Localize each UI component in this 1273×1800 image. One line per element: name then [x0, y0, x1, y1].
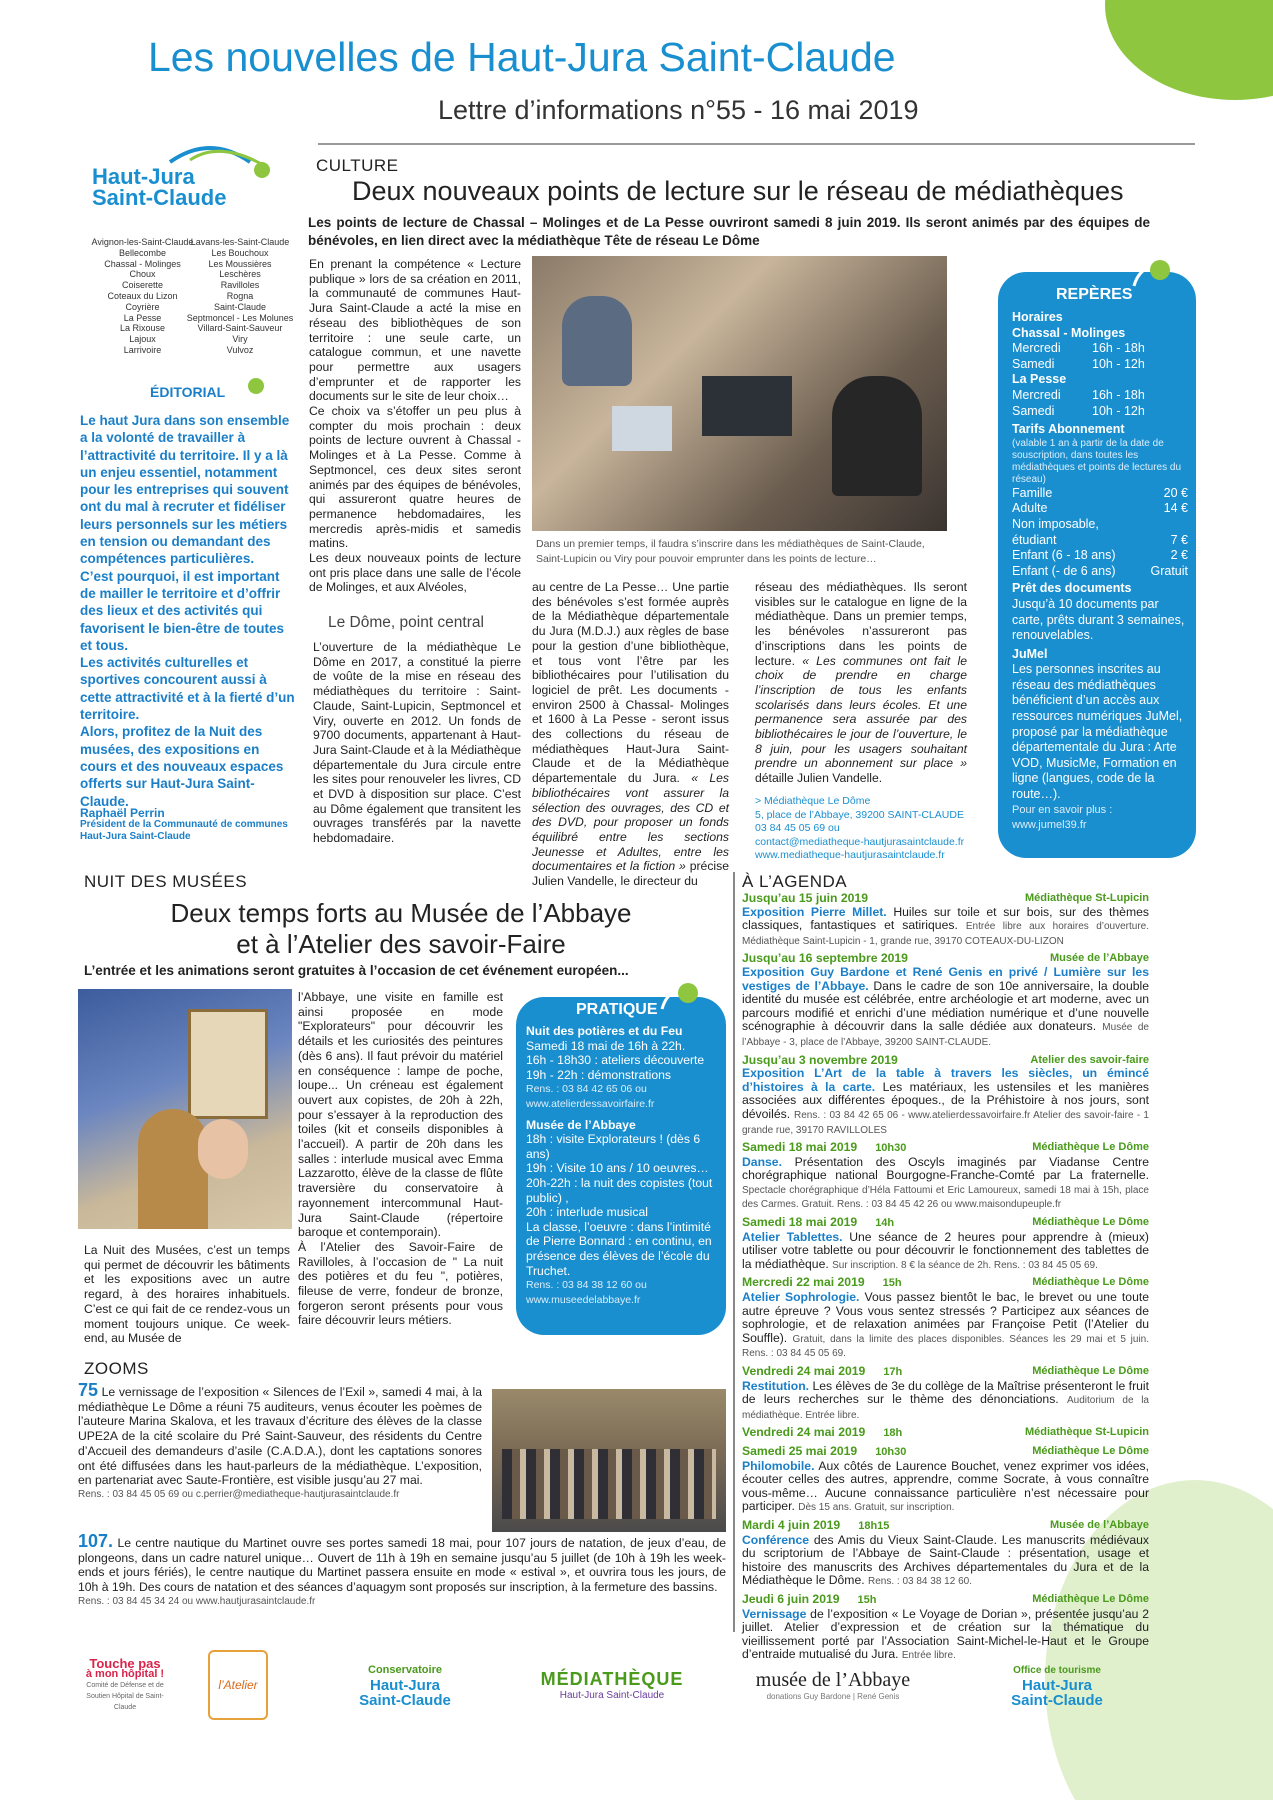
- agenda-date: Jusqu’au 3 novembre 2019: [742, 1053, 898, 1067]
- hjsc-logo: [90, 140, 290, 210]
- mediatheque-logo-line2: Haut-Jura Saint-Claude: [559, 1690, 665, 1701]
- communes-list-left: [90, 237, 195, 356]
- pratique-line: 20h-22h : la nuit des copistes (tout public) ,: [526, 1175, 713, 1205]
- reperes-pret: Prêt des documents: [1012, 581, 1132, 596]
- reperes-jumel: JuMel: [1012, 646, 1048, 661]
- agenda-note: Rens. : 03 84 42 65 06 - www.atelierdessavoirfaire.fr Atelier des savoir-faire - 1 grande rue, 39170 RAVILLOLES: [742, 1109, 1149, 1136]
- agenda-item-header: [742, 1519, 1149, 1534]
- hours-day: Mercredi: [1012, 341, 1061, 356]
- musees-section-label: NUIT DES MUSÉES: [84, 872, 248, 891]
- commune-name: Coyrière: [125, 301, 160, 312]
- agenda-item: [742, 1141, 1149, 1212]
- contact-line: 5, place de l’Abbaye, 39200 SAINT-CLAUDE: [755, 808, 964, 821]
- agenda-time: 18h: [883, 1427, 903, 1440]
- price-row: [1012, 501, 1188, 517]
- agenda-text: Aux côtés de Laurence Bouchet, venez exprimer vos idées, écouter celles des autres, apprendre, comme Socrate, à vous connaître vous-même… Aucune connaissance particulière n’est nécessaire pour participer.: [742, 1458, 1149, 1514]
- agenda-text: Les élèves de 3e du collège de la Maîtrise présenteront le fruit de leurs recherches sur le thème des dénonciations.: [742, 1378, 1150, 1407]
- reperes-pret-text: Jusqu’à 10 documents par carte, prêts durant 3 semaines, renouvelables.: [1012, 596, 1185, 643]
- agenda-divider: [733, 872, 735, 1632]
- conservatoire-line1: Conservatoire: [368, 1663, 442, 1676]
- agenda-place: Médiathèque Le Dôme: [1032, 1141, 1149, 1154]
- agenda-title: Danse.: [742, 1154, 782, 1169]
- office-line3: Saint-Claude: [1011, 1691, 1103, 1709]
- culture-col3-text: réseau des médiathèques. Ils seront visibles sur le catalogue en ligne de la médiathèque. Dans un premier temps, les bénévoles n’assureront pas d’inscriptions dans les points de lecture.: [755, 580, 967, 668]
- zoom-text-107: Le centre nautique du Martinet ouvre ses portes samedi 18 mai, pour 107 jours de natation, de jeux d’eau, de plongeons, dans un cadre naturel unique… Ouvert de 11h à 19h en semaine jusqu’au 5 juillet (de 10h à 19h les week-ends et jours fériés), le centre nautique du Martinet passera ensuite en mode « estival », et ouvrira tous les jours, de 10h à 19h. Des cours de natation et des séances d’aquagym sont proposés sur inscription, à la fermeture des bassins.: [78, 1536, 727, 1595]
- office-line2: Haut-Jura: [1021, 1676, 1092, 1694]
- reperes-site2: La Pesse: [1012, 372, 1067, 387]
- agenda-note: Dès 15 ans. Gratuit, sur inscription.: [798, 1502, 955, 1514]
- agenda-item-header: [742, 1276, 1149, 1291]
- agenda-text: Présentation des Oscyls imaginés par Viadanse Centre chorégraphique national Bourgogne-Franche-Comté par La fraternelle.: [742, 1154, 1149, 1183]
- hours-row: [1012, 341, 1188, 357]
- green-dot-icon: [248, 378, 264, 394]
- hours-time: 10h - 12h: [1092, 403, 1145, 418]
- agenda-place: Médiathèque Le Dôme: [1032, 1216, 1149, 1229]
- agenda-item-header: [742, 1593, 1149, 1608]
- agenda-title: Exposition Pierre Millet.: [742, 904, 887, 919]
- pratique-title: PRATIQUE: [576, 1001, 658, 1018]
- agenda-section-label: À L’AGENDA: [742, 872, 848, 891]
- agenda-date: Vendredi 24 mai 2019: [742, 1365, 866, 1378]
- agenda-item-header: [742, 1445, 1149, 1460]
- jumel-link[interactable]: www.jumel39.fr: [1012, 819, 1087, 832]
- price-value: 2 €: [1170, 548, 1188, 563]
- editorial-role: Président de la Communauté de communes Haut-Jura Saint-Claude: [80, 819, 288, 842]
- culture-col3-quote: « Les communes ont fait le choix de prendre en charge l’inscription de tous les enfants scolarisés dans leurs écoles. Et une permanence sera assurée par des bibliothécaires le jour de l’ouverture, le 8 juin, pour les usagers souhaitant prendre un abonnement sur place »: [755, 653, 967, 771]
- agenda-time: 14h: [875, 1217, 895, 1230]
- communes-list-right: [185, 237, 295, 356]
- agenda-place: Médiathèque Le Dôme: [1032, 1444, 1149, 1457]
- museum-photo: [78, 989, 292, 1229]
- agenda-body: [742, 966, 1149, 1050]
- agenda-text: des Amis du Vieux Saint-Claude. Les manuscrits médiévaux du scriptorium de l’Abbaye de Saint-Claude : présentation, usage et histoire des manuscrits des Archives départementales du Jura et de la Médiathèque le Dôme.: [742, 1532, 1149, 1588]
- price-value: 7 €: [1170, 532, 1188, 547]
- pratique-line: 20h : interlude musical: [526, 1205, 648, 1220]
- agenda-date: Samedi 18 mai 2019: [742, 1141, 858, 1155]
- agenda-date: Vendredi 24 mai 2019: [742, 1426, 866, 1440]
- culture-col1-p3: Les deux nouveaux points de lecture ont pris place dans une salle de l’école de Molinges, et aux Alvéoles,: [309, 551, 521, 595]
- agenda-item: [742, 952, 1149, 1049]
- culture-headline: Deux nouveaux points de lecture sur le réseau de médiathèques: [352, 176, 1124, 206]
- reperes-box: [998, 272, 1196, 858]
- zoom-number-75: 75: [78, 1380, 99, 1400]
- agenda-place: Médiathèque St-Lupicin: [1024, 892, 1149, 904]
- agenda-note: Musée de l’Abbaye - 3, place de l’Abbaye, 39200 SAINT-CLAUDE.: [742, 1022, 1149, 1048]
- agenda-title: Exposition L’Art de la table à travers les siècles, un émincé d’histoires à la carte.: [742, 1066, 1149, 1094]
- agenda-item: [742, 1054, 1149, 1138]
- agenda-place: Atelier des savoir-faire: [1030, 1053, 1149, 1066]
- pratique-box: [516, 997, 726, 1335]
- musee-abbaye-logo: [748, 1640, 918, 1730]
- commune-name: La Rixouse: [119, 323, 166, 334]
- agenda-title: Vernissage: [742, 1606, 807, 1621]
- agenda-body: [742, 1534, 1149, 1589]
- reperes-hours-site2: [1012, 388, 1188, 419]
- editorial-text: [80, 412, 295, 810]
- header-divider: [318, 143, 1195, 145]
- pratique-list-2: [526, 1132, 718, 1278]
- contact-line[interactable]: www.mediatheque-hautjurasaintclaude.fr: [755, 849, 945, 861]
- newsletter-subtitle: Lettre d’informations n°55 - 16 mai 2019: [438, 95, 919, 125]
- culture-col3-end: détaille Julien Vandelle.: [755, 771, 883, 786]
- agenda-title: Philomobile.: [742, 1458, 815, 1473]
- agenda-place: Médiathèque St-Lupicin: [1024, 1426, 1149, 1439]
- editorial-signature: Raphaël Perrin: [80, 806, 165, 820]
- commune-name: Villard-Saint-Sauveur: [197, 323, 283, 334]
- agenda-note: Rens. : 03 84 38 12 60.: [868, 1576, 972, 1588]
- logo-line1: Haut-Jura: [92, 164, 195, 189]
- agenda-time: 18h15: [858, 1519, 890, 1532]
- agenda-body: [742, 906, 1149, 949]
- editorial-p1: Le haut Jura dans son ensemble a la volonté de travailler à l’attractivité du territoire. Il y a là un enjeu essentiel, notamment pour les entreprises qui souvent ont du mal à recruter et fidéliser leurs personnels sur les métiers en tension ou demandant des compétences particulières.: [80, 413, 290, 567]
- green-dot-icon: [1130, 260, 1170, 296]
- hours-time: 10h - 12h: [1092, 356, 1145, 371]
- commune-name: Leschères: [219, 269, 261, 280]
- touche-pas-line1: Touche pas: [89, 1655, 161, 1671]
- price-row: [1012, 486, 1188, 502]
- decorative-green-shape: [1105, 0, 1273, 100]
- contact-line: > Médiathèque Le Dôme: [755, 795, 871, 807]
- commune-name: Les Bouchoux: [211, 247, 269, 258]
- agenda-title: Restitution.: [742, 1378, 810, 1393]
- reperes-title: REPÈRES: [1056, 286, 1133, 303]
- agenda-text: Huiles sur toile et sur bois, sur des thèmes classiques, fantastiques et satiriques.: [742, 904, 1149, 933]
- mediatheque-contact: [755, 795, 985, 863]
- musees-headline-line1: Deux temps forts au Musée de l’Abbaye: [170, 898, 632, 928]
- library-photo: [532, 256, 947, 531]
- pratique-heading-1: Nuit des potières et du Feu: [526, 1024, 683, 1038]
- agenda-item-header: [742, 1426, 1149, 1441]
- office-tourisme-logo: [982, 1640, 1132, 1730]
- agenda-date: Samedi 18 mai 2019: [742, 1216, 858, 1230]
- agenda-time: 15h: [857, 1593, 877, 1606]
- conservatoire-logo: [335, 1640, 475, 1730]
- price-label: Famille: [1012, 485, 1053, 500]
- agenda-title: Conférence: [742, 1532, 810, 1547]
- agenda-text: de l’exposition « Le Voyage de Dorian », présentée jusqu’au 2 juillet. Atelier d’expression et de création sur la thématique du vieillissement porté par l’Association Saint-Michel-le-Haut et le Groupe d’entraide mutualisé du Jura.: [742, 1606, 1149, 1662]
- touche-pas-logo: [80, 1640, 170, 1730]
- hours-time: 16h - 18h: [1092, 341, 1145, 356]
- zoom-item-107: [78, 1531, 727, 1610]
- agenda-item-header: [742, 1054, 1149, 1068]
- commune-name: Choux: [129, 269, 156, 280]
- commune-name: Rogna: [226, 290, 254, 301]
- agenda-note: Entrée libre aux horaires d’ouverture. Médiathèque Saint-Lupicin - 1, grande rue, 39170 COTEAUX-DU-LIZON: [742, 921, 1149, 947]
- agenda-note: Gratuit, dans la limite des places disponibles. Séances les 29 mai et 5 juin. Rens. : 03 84 45 05 69.: [742, 1333, 1150, 1360]
- culture-col2-end: précise Julien Vandelle, le directeur du: [532, 859, 730, 889]
- pratique-line: 18h : visite Explorateurs ! (dès 6 ans): [526, 1132, 701, 1161]
- zoom-rens-107: Rens. : 03 84 45 34 24 ou www.hautjurasaintclaude.fr: [78, 1595, 316, 1607]
- commune-name: Avignon-les-Saint-Claude: [91, 237, 194, 247]
- mediatheque-logo: [522, 1640, 702, 1730]
- commune-name: Ravilloles: [220, 280, 260, 291]
- agenda-item-header: [742, 952, 1149, 966]
- culture-lead: Les points de lecture de Chassal – Molinges et de La Pesse ouvriront samedi 8 juin 2019. Ils seront animés par des équipes de bénévoles, en lien direct avec la médiathèque Tête de réseau Le Dôme: [308, 215, 1150, 248]
- culture-column-1-continued: L’ouverture de la médiathèque Le Dôme en 2017, a constitué la pierre de voûte de la mise en réseau des médiathèques du territoire : Saint-Claude, Saint-Lupicin, Septmoncel et Viry, ouverte en 2012. Un fonds de 9700 documents, appartenant à Haut-Jura Saint-Claude et à la Médiathèque départementale du Jura circule entre les sites pour renouveler les livres, CD et DVD à disposition sur place. C’est au Dôme également que transitent les ouvrages transférés par la navette hebdomadaire.: [313, 640, 521, 846]
- agenda-date: Mardi 4 juin 2019: [742, 1518, 841, 1532]
- musees-column-1: La Nuit des Musées, c’est un temps qui permet de découvrir les bâtiments et les expositions avec un autre regard, à des horaires inhabituels. C’est ce qui fait de ce rendez-vous un moment toujours unique. Ce week-end, au Musée de: [84, 1243, 290, 1346]
- pratique-heading-2: Musée de l’Abbaye: [526, 1117, 636, 1132]
- culture-col1-p1: En prenant la compétence « Lecture publique » lors de sa création en 2011, la communauté de communes Haut-Jura Saint-Claude a acté la mise en réseau des bibliothèques de son territoire : une seule carte, un catalogue commun, et une navette pour permettre aux usagers d’emprunter et de rapporter les documents sur le site de leur choix…: [309, 257, 521, 404]
- commune-name: Coteaux du Lizon: [107, 290, 178, 301]
- mediatheque-logo-line1: MÉDIATHÈQUE: [540, 1669, 684, 1689]
- commune-name: Coiserette: [121, 280, 164, 291]
- commune-name: La Pesse: [123, 312, 162, 323]
- price-label: Non imposable, étudiant: [1012, 516, 1099, 547]
- commune-name: Vulvoz: [226, 344, 254, 355]
- agenda-place: Musée de l’Abbaye: [1049, 1518, 1149, 1531]
- conservatoire-line2: Haut-Jura: [369, 1676, 440, 1694]
- pratique-line: 19h - 22h : démonstrations: [526, 1067, 671, 1082]
- atelier-link[interactable]: www.atelierdessavoirfaire.fr: [526, 1097, 655, 1110]
- hours-row: [1012, 388, 1188, 404]
- agenda-body: [742, 1380, 1149, 1423]
- reperes-hours-site1: [1012, 341, 1188, 372]
- agenda-item-header: [742, 1216, 1149, 1231]
- agenda-date: Jusqu’au 15 juin 2019: [742, 892, 868, 905]
- touche-pas-line3: Comité de Défense et de Soutien Hôpital de Saint-Claude: [86, 1681, 164, 1711]
- culture-col2-text: au centre de La Pesse… Une partie des bénévoles s’est formée auprès de la Médiathèque départementale du Jura (M.D.J.) aux règles de base pour la gestion d’une bibliothèque, et tous vont l’être par les bibliothécaires pour l’utilisation du logiciel de prêt. Les documents - environ 2500 à Chassal- Molinges et 1600 à La Pesse - seront issus des collections du réseau de médiathèques Haut-Jura Saint-Claude et de la Médiathèque départementale du Jura.: [532, 580, 729, 786]
- musees-headline-line2: et à l’Atelier des savoir-Faire: [236, 929, 566, 959]
- zoom-number-107: 107.: [78, 1531, 114, 1551]
- pratique-line: Samedi 18 mai de 16h à 22h.: [526, 1038, 686, 1053]
- pratique-rens-2: Rens. : 03 84 38 12 60 ou: [526, 1279, 647, 1292]
- reperes-content: [1012, 310, 1188, 834]
- agenda-item: [742, 1426, 1149, 1441]
- pratique-list-1: [526, 1039, 718, 1083]
- pratique-rens-1: Rens. : 03 84 42 65 06 ou: [526, 1083, 647, 1096]
- pratique-line: 19h : Visite 10 ans / 10 oeuvres…: [526, 1161, 709, 1176]
- commune-name: Viry: [232, 334, 248, 345]
- agenda-note: Sur inscription. 8 € la séance de 2h. Rens. : 03 84 45 05 69.: [832, 1259, 1098, 1271]
- price-row: [1012, 564, 1188, 580]
- musees-col2-p2: À l’Atelier des Savoir-Faire de Ravilloles, à l’occasion de " La nuit des potières et du feu ", potières, fileuse de verre, fondeur de bronze, forgeron seront présents pour vous faire découvrir leurs métiers.: [298, 1239, 503, 1328]
- agenda-body: [742, 1460, 1149, 1515]
- culture-col2-quote: « Les bibliothécaires vont assurer la sélection des ouvrages, des CD et des DVD, pour proposer un fonds équilibré entre les sections Jeunesse et Adultes, entre les documentaires et la fiction »: [532, 771, 729, 874]
- agenda-date: Jeudi 6 juin 2019: [742, 1592, 840, 1606]
- agenda-item: [742, 892, 1149, 948]
- green-dot-icon: [658, 983, 698, 1019]
- hours-row: [1012, 404, 1188, 420]
- hours-day: Mercredi: [1012, 387, 1061, 402]
- commune-name: Chassal - Molinges: [104, 258, 181, 269]
- vernissage-photo: [492, 1389, 726, 1532]
- culture-column-3: [755, 580, 967, 786]
- agenda-place: Médiathèque Le Dôme: [1032, 1276, 1149, 1289]
- commune-name: Lavans-les-Saint-Claude: [190, 237, 290, 247]
- zoom-text-75: Le vernissage de l’exposition « Silences de l’Exil », samedi 4 mai, à la médiathèque Le Dôme a réuni 75 auditeurs, venus écouter les poèmes de l’auteure Marina Skalova, et les travaux d’écriture des élèves de la classe UPE2A de la cité scolaire du Pré Saint-Sauveur, des résidents du Centre d’Accueil des demandeurs d’asile (C.A.D.A.), dont les captations sonores ont été diffusées dans les haut-parleurs de la médiathèque. L’exposition, en partenariat avec Saute-Frontière, est visible jusqu’au 27 mai.: [78, 1385, 482, 1488]
- agenda-text: Les matériaux, les ustensiles et les manières associées aux différentes époques., de la Préhistoire à nos jours, sont dévoilés.: [742, 1079, 1149, 1121]
- newsletter-title: Les nouvelles de Haut-Jura Saint-Claude: [148, 34, 896, 80]
- reperes-tarifs-note: (valable 1 an à partir de la date de souscription, dans toutes les médiathèques et points de lectures du réseau): [1012, 437, 1181, 485]
- zooms-section-label: ZOOMS: [84, 1359, 149, 1378]
- logo-line2: Saint-Claude: [92, 185, 227, 210]
- pratique-content: [526, 1024, 718, 1307]
- agenda-time: 15h: [882, 1277, 902, 1290]
- commune-name: Larrivoire: [123, 344, 162, 355]
- price-row: [1012, 548, 1188, 564]
- price-value: 20 €: [1163, 485, 1188, 500]
- agenda-date: Jusqu’au 16 septembre 2019: [742, 952, 908, 966]
- hours-time: 16h - 18h: [1092, 387, 1145, 402]
- agenda-place: Médiathèque Le Dôme: [1032, 1365, 1149, 1377]
- price-label: Enfant (6 - 18 ans): [1012, 548, 1116, 563]
- culture-column-2: [532, 580, 729, 889]
- price-label: Enfant (- de 6 ans): [1012, 563, 1116, 578]
- agenda-item: [742, 1519, 1149, 1589]
- commune-name: Lajoux: [129, 334, 156, 345]
- touche-pas-line2: à mon hôpital !: [85, 1667, 165, 1680]
- agenda-item-header: [742, 892, 1149, 906]
- hours-day: Samedi: [1012, 403, 1055, 418]
- agenda-item-header: [742, 1141, 1149, 1156]
- culture-subhead: Le Dôme, point central: [328, 614, 484, 631]
- musee-link[interactable]: www.museedelabbaye.fr: [526, 1293, 641, 1306]
- musees-col2-p1: l’Abbaye, une visite en famille est ainsi proposée en mode "Explorateurs" pour découvrir les détails et les curiosités des peintures (dès 6 ans). Il faut prévoir du matériel en conséquence : lampe de poche, loupe... Un créneau est également ouvert aux copistes, de 20h à 22h, pour s’essayer à la reproduction des toiles (kit et conseils disponibles à l’accueil). A partir de 20h dans les salles : interlude musical avec Emma Lazzarotto, élève de la classe de flûte traversière du conservatoire à rayonnement intercommunal Haut-Jura Saint-Claude (répertoire baroque et contemporain).: [298, 990, 503, 1240]
- price-value: 14 €: [1163, 501, 1188, 516]
- agenda-text: Dans le cadre de son 10e anniversaire, la double identité du musée est célébrée, entre archéologie et art moderne, avec un parcours modifié et enrichi d’une médiation numérique et d’une nouvelle scénographie à découvrir dans la salle dédiée aux donateurs.: [742, 978, 1149, 1034]
- culture-col1-p2: Ce choix va s’étoffer un peu plus à compter du mois prochain : deux points de lecture ouvrent à Chassal - Molinges et à La Pesse. Comme à Septmoncel, ces deux sites seront animés par des équipes de bénévoles, qui assureront quatre heures de permanence hebdomadaires, les mercredis après-midis et samedis matins.: [309, 404, 521, 551]
- editorial-p3: Les activités culturelles et sportives concourent aussi à cette attractivité et à la fierté d’un territoire.: [80, 655, 295, 723]
- commune-name: Saint-Claude: [213, 301, 267, 312]
- agenda-title: Exposition Guy Bardone et René Genis en privé / Lumière sur les vestiges de l’Abbaye.: [742, 964, 1149, 993]
- agenda-note: Entrée libre.: [901, 1650, 956, 1662]
- agenda-list: [742, 892, 1149, 1667]
- reperes-prices: [1012, 486, 1188, 580]
- hours-day: Samedi: [1012, 356, 1055, 371]
- office-line1: Office de tourisme: [1013, 1664, 1101, 1676]
- culture-column-1: [309, 257, 521, 595]
- musees-lead: L’entrée et les animations seront gratuites à l’occasion de cet événement européen...: [84, 963, 629, 978]
- photo-caption: Dans un premier temps, il faudra s’inscrire dans les médiathèques de Saint-Claude, Saint-Lupicin ou Viry pour pouvoir emprunter dans les points de lecture…: [536, 538, 925, 565]
- musees-headline: [86, 898, 716, 960]
- reperes-tarifs: Tarifs Abonnement: [1012, 422, 1125, 437]
- reperes-site1: Chassal - Molinges: [1012, 325, 1126, 340]
- musee-logo-line1: musée de l’Abbaye: [755, 1669, 911, 1691]
- culture-section-label: CULTURE: [316, 156, 399, 175]
- hours-row: [1012, 357, 1188, 373]
- price-value: Gratuit: [1150, 563, 1188, 578]
- agenda-time: 17h: [883, 1366, 903, 1378]
- agenda-item: [742, 1216, 1149, 1272]
- zoom-item-75: [78, 1380, 482, 1503]
- editorial-p2: C’est pourquoi, il est important de mailler le territoire et d’offrir des lieux et des activités qui favorisent le bien-être de toutes et tous.: [80, 568, 285, 653]
- agenda-text: Une séance de 2 heures pour apprendre à (mieux) utiliser votre tablette ou pour découvrir le fonctionnement des tablettes de la médiathèque.: [742, 1229, 1149, 1271]
- agenda-body: [742, 1291, 1149, 1361]
- agenda-body: [742, 1156, 1149, 1212]
- agenda-note: Spectacle chorégraphique d’Héla Fattoumi et Eric Lamoureux, samedi 18 mai à 15h, place des Carmes. Gratuit. Rens. : 03 84 45 42 26 ou www.maisondupeuple.fr: [742, 1184, 1149, 1211]
- agenda-place: Musée de l’Abbaye: [1049, 952, 1149, 965]
- agenda-title: Atelier Tablettes.: [742, 1229, 843, 1244]
- contact-line[interactable]: contact@mediatheque-hautjurasaintclaude.fr: [755, 835, 965, 848]
- commune-name: Bellecombe: [118, 247, 167, 258]
- agenda-date: Mercredi 22 mai 2019: [742, 1276, 865, 1290]
- agenda-title: Atelier Sophrologie.: [742, 1290, 860, 1305]
- commune-name: Les Moussières: [208, 258, 272, 269]
- reperes-savoir: Pour en savoir plus :: [1012, 803, 1113, 816]
- pratique-line: 16h - 18h30 : ateliers découverte: [526, 1053, 705, 1068]
- zoom-rens-75: Rens. : 03 84 45 05 69 ou c.perrier@mediatheque-hautjurasaintclaude.fr: [78, 1488, 400, 1500]
- agenda-body: [742, 1231, 1149, 1273]
- agenda-place: Médiathèque Le Dôme: [1032, 1592, 1149, 1605]
- agenda-time: 10h30: [875, 1142, 907, 1155]
- contact-line: 03 84 45 05 69 ou: [755, 822, 840, 834]
- commune-name: Septmoncel - Les Molunes: [186, 312, 294, 323]
- atelier-logo: l’Atelier: [208, 1650, 268, 1720]
- reperes-jumel-text: Les personnes inscrites au réseau des médiathèques bénéficient d’un accès aux ressources numériques JuMel, proposé par la médiathèque départementale du Jura : Arte VOD, MusicMe, Formation en ligne (langues, code de la route…).: [1012, 662, 1183, 802]
- musees-column-2: [298, 990, 503, 1328]
- agenda-item: [742, 1276, 1149, 1361]
- agenda-item: [742, 1365, 1149, 1422]
- editorial-heading: ÉDITORIAL: [150, 384, 226, 400]
- agenda-note: Auditorium de la médiathèque. Entrée libre.: [742, 1395, 1149, 1421]
- musee-logo-line2: donations Guy Bardone | René Genis: [766, 1692, 900, 1701]
- editorial-p4: Alors, profitez de la Nuit des musées, des expositions en cours et des nouveaux espaces offerts sur Haut-Jura Saint-Claude.: [80, 724, 284, 809]
- pratique-line: La classe, l’oeuvre : dans l’intimité de Pierre Bonnard : en continu, en présence des élèves de l’école du Truchet.: [526, 1219, 712, 1278]
- price-row: [1012, 517, 1188, 548]
- agenda-item-header: [742, 1365, 1149, 1380]
- reperes-horaires: Horaires: [1012, 310, 1063, 324]
- agenda-date: Samedi 25 mai 2019: [742, 1444, 858, 1458]
- agenda-time: 10h30: [875, 1445, 907, 1458]
- price-label: Adulte: [1012, 501, 1048, 516]
- agenda-body: [742, 1067, 1149, 1137]
- agenda-text: Vous passez bientôt le bac, le brevet ou une toute autre épreuve ? Vous vous sentez stressés ? Participez aux séances de sophrologie, et de relaxation animées par Françoise Petit (l’Atelier du Souffle).: [742, 1290, 1150, 1345]
- conservatoire-line3: Saint-Claude: [359, 1691, 451, 1709]
- agenda-item: [742, 1445, 1149, 1515]
